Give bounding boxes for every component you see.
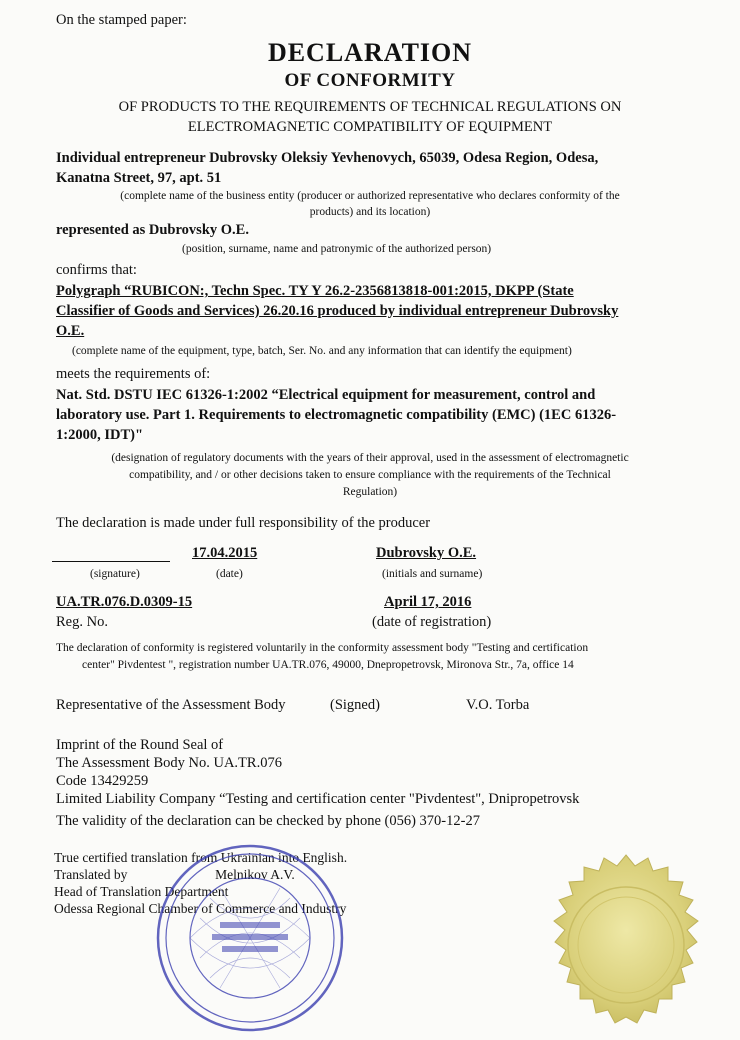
translation-line-1: True certified translation from Ukrainian into English. <box>54 850 348 865</box>
subheading-line-2: ELECTROMAGNETIC COMPATIBILITY OF EQUIPMENT <box>187 119 553 135</box>
responsibility-statement: The declaration is made under full responsibility of the producer <box>56 515 431 531</box>
seal-imprint-line-3: Code 13429259 <box>56 773 149 789</box>
representative-label: Representative of the Assessment Body <box>56 697 286 713</box>
gold-notary-seal-icon <box>528 852 724 1038</box>
standard-caption-line-2: compatibility, and / or other decisions taken to ensure compliance with the requirements of the Technical <box>129 469 611 481</box>
registered-note-line-1: The declaration of conformity is registered voluntarily in the conformity assessment body "Testing and certification <box>56 642 589 654</box>
represented-caption: (position, surname, name and patronymic of the authorized person) <box>182 243 492 255</box>
declarant-initials: Dubrovsky O.E. <box>376 545 477 561</box>
product-line-2: Classifier of Goods and Services) 26.20.16 produced by individual entrepreneur Dubrovsky <box>56 303 619 319</box>
standard-line-3: 1:2000, IDT)" <box>56 427 143 443</box>
seal-imprint-line-2: The Assessment Body No. UA.TR.076 <box>56 755 282 771</box>
registration-date: April 17, 2016 <box>384 594 472 610</box>
translation-line-3: Head of Translation Department <box>54 884 229 899</box>
product-line-1: Polygraph “RUBICON:, Techn Spec. TY Y 26.2-2356813818-001:2015, DKPP (State <box>56 283 574 299</box>
seal-imprint-line-4: Limited Liability Company “Testing and certification center "Pivdentest", Dnipropetrovsk <box>56 791 580 807</box>
entity-caption-line-1: (complete name of the business entity (producer or authorized representative who declares conformity of the <box>120 190 620 202</box>
standard-caption-line-1: (designation of regulatory documents with the years of their approval, used in the assessment of electromagnetic <box>111 452 629 464</box>
document-subtitle: OF CONFORMITY <box>284 70 456 91</box>
document-title: DECLARATION <box>267 38 473 67</box>
validity-note: The validity of the declaration can be checked by phone (056) 370-12-27 <box>56 813 480 829</box>
confirms-label: confirms that: <box>56 262 137 278</box>
initials-caption: (initials and surname) <box>382 568 483 580</box>
represented-as: represented as Dubrovsky O.E. <box>56 222 249 238</box>
translation-line-4: Odessa Regional Chamber of Commerce and Industry <box>54 901 347 916</box>
entity-caption-line-2: products) and its location) <box>309 206 431 218</box>
declaration-date: 17.04.2015 <box>192 545 258 561</box>
product-line-3: O.E. <box>56 323 85 339</box>
registration-date-caption: (date of registration) <box>372 614 492 630</box>
product-caption: (complete name of the equipment, type, batch, Ser. No. and any information that can identify the equipment) <box>72 345 572 357</box>
signature-line <box>52 561 170 562</box>
standard-caption-line-3: Regulation) <box>342 486 398 498</box>
representative-name: V.O. Torba <box>466 697 530 713</box>
date-caption: (date) <box>216 568 243 580</box>
registered-note-line-2: center" Pivdentest ", registration number UA.TR.076, 49000, Dnepropetrovsk, Mironova Str., 7a, office 14 <box>82 659 574 671</box>
registration-number-caption: Reg. No. <box>56 614 108 630</box>
entity-line-2: Kanatna Street, 97, apt. 51 <box>56 170 222 186</box>
seal-imprint-line-1: Imprint of the Round Seal of <box>56 737 224 753</box>
blue-round-stamp-icon <box>150 838 350 1038</box>
subheading-line-1: OF PRODUCTS TO THE REQUIREMENTS OF TECHNICAL REGULATIONS ON <box>118 99 622 115</box>
standard-line-1: Nat. Std. DSTU IEC 61326-1:2002 “Electrical equipment for measurement, control and <box>56 387 596 403</box>
translation-line-2: Translated by Melnikov A.V. <box>54 867 295 882</box>
standard-line-2: laboratory use. Part 1. Requirements to electromagnetic compatibility (EMC) (1EC 61326- <box>56 407 617 423</box>
registration-number: UA.TR.076.D.0309-15 <box>56 594 193 610</box>
entity-line-1: Individual entrepreneur Dubrovsky Oleksiy Yevhenovych, 65039, Odesa Region, Odesa, <box>56 150 599 166</box>
meets-label: meets the requirements of: <box>56 366 211 382</box>
header-note: On the stamped paper: <box>56 12 187 28</box>
signed-label: (Signed) <box>330 697 380 713</box>
signature-caption: (signature) <box>90 568 140 580</box>
